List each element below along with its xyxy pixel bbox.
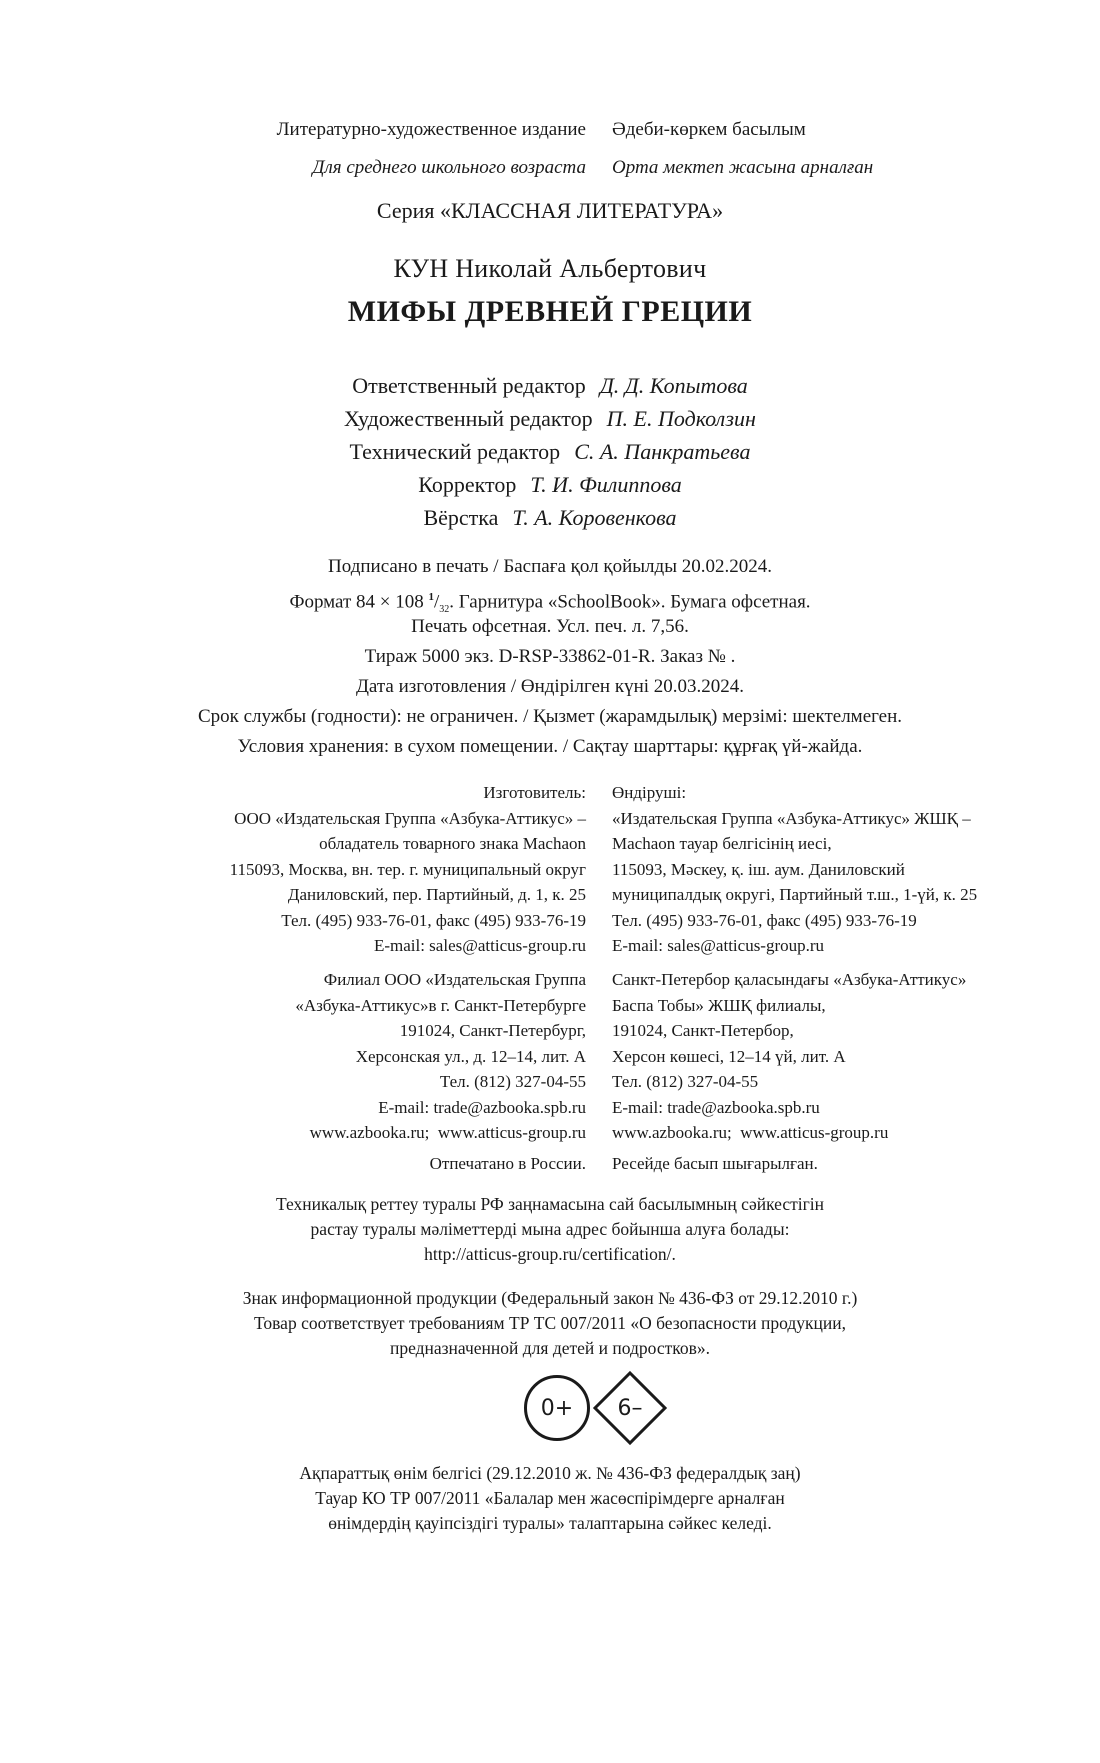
printed-in-kz: Ресейде басып шығарылған. xyxy=(612,1154,818,1173)
address-line: Санкт-Петербор қаласындағы «Азбука-Аттикус» xyxy=(612,970,967,989)
address-line: Херсон көшесі, 12–14 үй, лит. А xyxy=(612,1046,846,1066)
credit-name: П. Е. Подколзин xyxy=(606,406,756,431)
author-name: КУН Николай Альбертович xyxy=(393,254,707,283)
credit-line xyxy=(0,468,1100,501)
credit-role: Технический редактор xyxy=(349,439,561,464)
address-line: муниципалдық округі, Партийный т.ш., 1-үй, к. 25 xyxy=(612,885,978,904)
age-rating-badges xyxy=(0,1370,1100,1444)
address-line: Изготовитель: xyxy=(483,783,586,802)
credit-line xyxy=(0,435,1100,468)
info-sign-ru-line: Товар соответствует требованиям ТР ТС 007/2011 «О безопасности продукции, xyxy=(254,1313,846,1333)
book-title: МИФЫ ДРЕВНЕЙ ГРЕЦИИ xyxy=(347,295,753,328)
credit-role: Ответственный редактор xyxy=(352,373,586,398)
format-prefix: Формат 84 × 108 xyxy=(289,591,429,613)
manufacturer-kz xyxy=(612,780,977,959)
info-sign-kz-line: Тауар КО ТР 007/2011 «Балалар мен жасөспірімдерге арналған xyxy=(315,1488,785,1508)
address-line: 191024, Санкт-Петербург, xyxy=(399,1021,586,1040)
series-name: Серия «КЛАССНАЯ ЛИТЕРАТУРА» xyxy=(376,198,724,223)
address-line: обладатель товарного знака Machaon xyxy=(319,834,586,853)
address-line: 191024, Санкт-Петербор, xyxy=(612,1021,794,1040)
printed-in-ru: Отпечатано в России. xyxy=(429,1154,586,1173)
age-rating-diamond-label: 6– xyxy=(617,1395,643,1421)
shelf-life: Срок службы (годности): не ограничен. / Қызмет (жарамдылық) мерзімі: шектелмеген. xyxy=(197,706,903,727)
branch-ru xyxy=(295,967,586,1146)
credit-name: Т. А. Коровенкова xyxy=(512,505,677,530)
address-line: Тел. (812) 327-04-55 xyxy=(439,1072,586,1091)
format-numerator: 1 xyxy=(428,591,435,603)
address-line: 115093, Мәскеу, қ. іш. аум. Даниловский xyxy=(612,859,905,879)
address-line: Тел. (495) 933-76-01, факс (495) 933-76-19 xyxy=(281,910,586,930)
credit-name: Д. Д. Копытова xyxy=(599,373,748,398)
address-line: Machaon тауар белгісінің иесі, xyxy=(612,834,832,853)
address-line: «Азбука-Аттикус»в г. Санкт-Петербурге xyxy=(295,995,586,1015)
age-group-ru: Для среднего школьного возраста xyxy=(312,157,586,178)
certification-url: http://atticus-group.ru/certification/. xyxy=(424,1244,676,1264)
credit-role: Корректор xyxy=(418,472,517,497)
address-line: Тел. (812) 327-04-55 xyxy=(612,1072,759,1091)
credit-role: Художественный редактор xyxy=(344,406,593,431)
format-suffix: . Гарнитура «SchoolBook». Бумага офсетная. xyxy=(449,591,811,613)
print-run-line: Тираж 5000 экз. D-RSP-33862-01-R. Заказ № . xyxy=(364,646,736,667)
certification-line: растау туралы мәліметтерді мына адрес бойынша алуға болады: xyxy=(310,1219,790,1239)
certification-line: Техникалық реттеу туралы РФ заңнамасына сай басылымның сәйкестігін xyxy=(275,1194,825,1214)
print-line: Печать офсетная. Усл. печ. л. 7,56. xyxy=(411,616,689,637)
address-line: Тел. (495) 933-76-01, факс (495) 933-76-19 xyxy=(612,910,917,930)
address-line: www.azbooka.ru; www.atticus-group.ru xyxy=(309,1123,586,1142)
format-denominator: 32 xyxy=(439,604,450,616)
info-sign-ru-line: Знак информационной продукции (Федеральный закон № 436-ФЗ от 29.12.2010 г.) xyxy=(242,1288,858,1308)
branch-kz xyxy=(612,967,966,1146)
credit-line xyxy=(0,402,1100,435)
credit-line xyxy=(0,369,1100,402)
age-rating-circle-badge: 0+ xyxy=(524,1375,590,1441)
address-line: «Издательская Группа «Азбука-Аттикус» ЖШҚ – xyxy=(612,808,971,828)
age-rating-diamond-badge xyxy=(592,1370,668,1446)
info-sign-ru-line: предназначенной для детей и подростков». xyxy=(389,1338,711,1358)
address-line: E-mail: sales@atticus-group.ru xyxy=(373,936,586,955)
address-line: Филиал ООО «Издательская Группа xyxy=(323,970,586,989)
credit-name: Т. И. Филиппова xyxy=(530,472,682,497)
address-line: ООО «Издательская Группа «Азбука-Аттикус» – xyxy=(234,808,586,828)
edition-type-ru: Литературно-художественное издание xyxy=(276,119,586,140)
edition-type-kz: Әдеби-көркем басылым xyxy=(612,119,806,140)
storage-conditions: Условия хранения: в сухом помещении. / Сақтау шарттары: құрғақ үй-жайда. xyxy=(237,736,863,757)
production-date: Дата изготовления / Өндірілген күні 20.03.2024. xyxy=(355,676,745,697)
info-sign-kz-line: өнімдердің қауіпсіздігі туралы» талаптарына сәйкес келеді. xyxy=(328,1513,772,1533)
address-line: E-mail: sales@atticus-group.ru xyxy=(612,936,825,955)
address-line: 115093, Москва, вн. тер. г. муниципальный округ xyxy=(229,859,586,879)
address-line: Баспа Тобы» ЖШҚ филиалы, xyxy=(612,995,826,1015)
info-sign-kz-line: Ақпараттық өнім белгісі (29.12.2010 ж. № 436-ФЗ федералдық заң) xyxy=(299,1463,801,1483)
credit-role: Вёрстка xyxy=(423,505,499,530)
signed-to-print: Подписано в печать / Баспаға қол қойылды 20.02.2024. xyxy=(328,556,772,577)
address-line: Херсонская ул., д. 12–14, лит. А xyxy=(355,1046,586,1066)
address-line: E-mail: trade@azbooka.spb.ru xyxy=(378,1097,586,1117)
address-line: E-mail: trade@azbooka.spb.ru xyxy=(612,1097,820,1117)
format-line: Формат 84 × 108 $^1/_{32}$. Гарнитура «SchoolBook». Бумага офсетная. xyxy=(289,591,811,616)
address-line: Өндіруші: xyxy=(612,783,687,802)
age-group-kz: Орта мектеп жасына арналған xyxy=(612,157,874,178)
credit-line xyxy=(0,501,1100,534)
address-line: www.azbooka.ru; www.atticus-group.ru xyxy=(612,1123,889,1142)
manufacturer-ru xyxy=(230,780,586,959)
credit-name: С. А. Панкратьева xyxy=(574,439,751,464)
address-line: Даниловский, пер. Партийный, д. 1, к. 25 xyxy=(287,885,586,904)
